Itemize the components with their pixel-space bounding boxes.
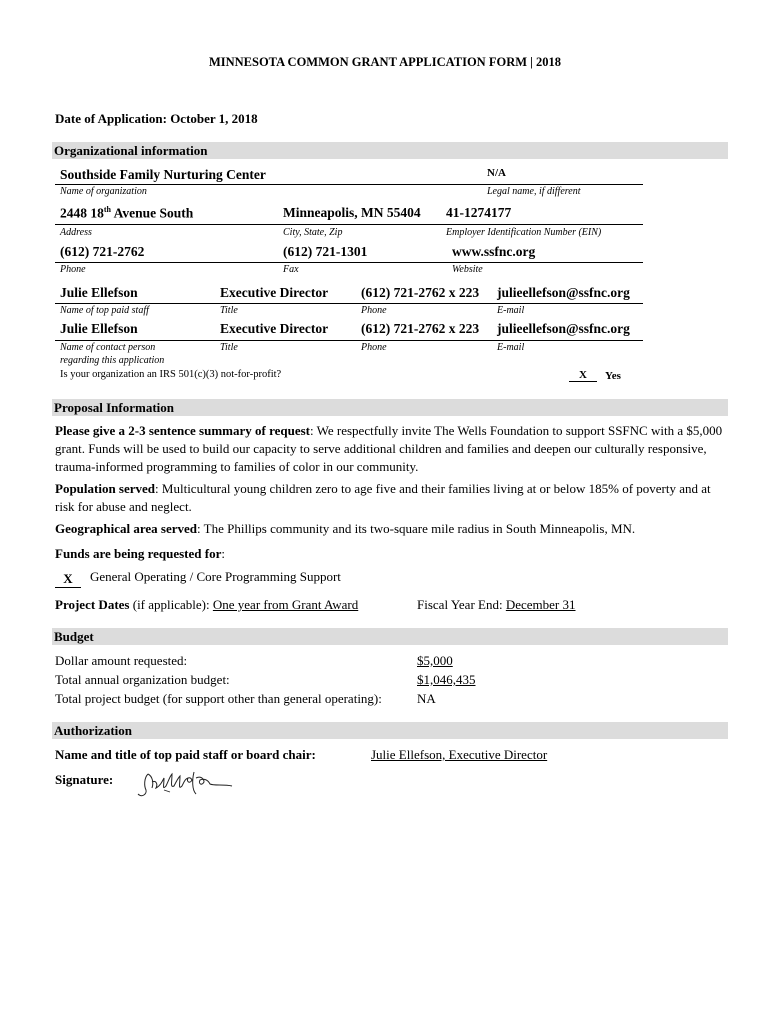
staff-title: Executive Director [220, 285, 329, 300]
org-fax: (612) 721-1301 [283, 244, 368, 259]
contact-label-2: regarding this application [60, 355, 165, 366]
date-of-application: Date of Application: October 1, 2018 [55, 111, 258, 126]
org-phone: (612) 721-2762 [60, 244, 145, 259]
irs-question: Is your organization an IRS 501(c)(3) not-for-profit? [60, 369, 282, 380]
address-label: Address [60, 227, 92, 238]
budget-row-label: Total annual organization budget: [55, 672, 230, 687]
project-dates: Project Dates (if applicable): One year from Grant Award [55, 597, 359, 612]
name-title-label: Name and title of top paid staff or board chair: [55, 747, 316, 762]
contact-label-1: Name of contact person [60, 342, 156, 353]
city-state-zip: Minneapolis, MN 55404 [283, 205, 421, 220]
authorization-section-header: Authorization [52, 722, 728, 739]
irs-answer: Yes [605, 370, 621, 382]
geo-paragraph: Geographical area served: The Phillips community and its two-square mile radius in South Minneapolis, MN. [55, 521, 636, 536]
budget-row-value: NA [417, 691, 436, 706]
contact-phone-label: Phone [361, 342, 387, 353]
org-section-header: Organizational information [52, 142, 728, 159]
proposal-section-header: Proposal Information [52, 399, 728, 416]
budget-row-value: $5,000 [417, 653, 453, 668]
budget-row-label: Dollar amount requested: [55, 653, 188, 668]
summary-paragraph: Please give a 2-3 sentence summary of request: We respectfully invite The Wells Foundation to support SSFNC with a $5,000 grant. Funds will be used to build our capacity to serve additional children and families and deepen our culturally responsive, trauma-informed programming to families of color in our community. [55, 423, 723, 474]
irs-checkbox[interactable]: X [569, 369, 597, 382]
contact-email-label: E-mail [497, 342, 525, 353]
ein-label: Employer Identification Number (EIN) [446, 227, 602, 238]
org-website: www.ssfnc.org [452, 244, 536, 259]
staff-name: Julie Ellefson [60, 285, 138, 300]
funds-option: General Operating / Core Programming Support [90, 569, 341, 584]
contact-title-label: Title [220, 342, 238, 353]
legal-name: N/A [487, 167, 506, 179]
phone-label: Phone [60, 264, 86, 275]
contact-title: Executive Director [220, 321, 329, 336]
contact-phone: (612) 721-2762 x 223 [361, 321, 480, 336]
staff-email-label: E-mail [497, 305, 525, 316]
address: 2448 18th Avenue South [60, 205, 194, 221]
signature-image [134, 768, 236, 802]
city-label: City, State, Zip [283, 227, 343, 238]
budget-row-value: $1,046,435 [417, 672, 476, 687]
org-name: Southside Family Nurturing Center [60, 167, 266, 182]
fiscal-year-end: Fiscal Year End: December 31 [417, 597, 576, 612]
ein: 41-1274177 [446, 205, 512, 220]
population-paragraph: Population served: Multicultural young children zero to age five and their families living at or below 185% of poverty and at risk for abuse and neglect. [55, 481, 711, 514]
fax-label: Fax [283, 264, 299, 275]
funds-label: Funds are being requested for: [55, 546, 225, 561]
staff-phone-label: Phone [361, 305, 387, 316]
staff-email: julieellefson@ssfnc.org [497, 285, 630, 300]
contact-email: julieellefson@ssfnc.org [497, 321, 630, 336]
contact-name: Julie Ellefson [60, 321, 138, 336]
staff-name-label: Name of top paid staff [60, 305, 149, 316]
staff-phone: (612) 721-2762 x 223 [361, 285, 480, 300]
staff-title-label: Title [220, 305, 238, 316]
funds-checkbox[interactable]: X [55, 571, 81, 588]
form-title: MINNESOTA COMMON GRANT APPLICATION FORM | 2018 [208, 55, 562, 69]
budget-section-header: Budget [52, 628, 728, 645]
org-name-label: Name of organization [60, 186, 147, 197]
legal-name-label: Legal name, if different [487, 186, 581, 197]
website-label: Website [452, 264, 483, 275]
budget-row-label: Total project budget (for support other than general operating): [55, 691, 382, 706]
signature-label: Signature: [55, 772, 114, 787]
name-title-value: Julie Ellefson, Executive Director [371, 747, 548, 762]
